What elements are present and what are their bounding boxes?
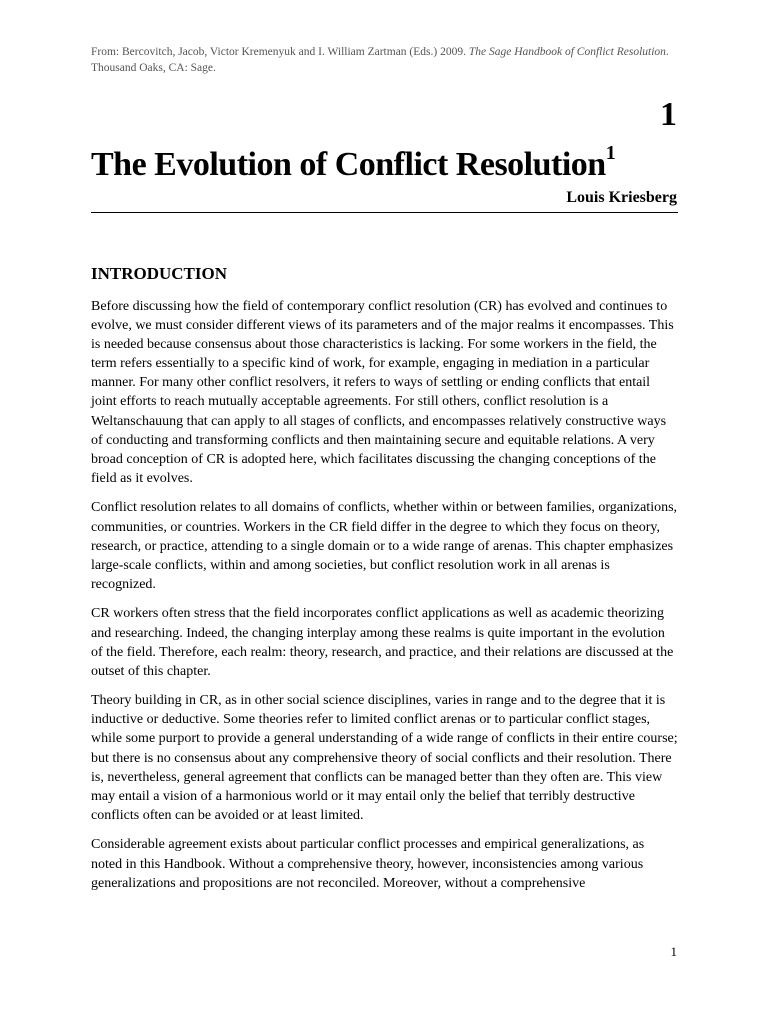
citation-book-title: The Sage Handbook of Conflict Resolution <box>468 46 666 58</box>
title-footnote-marker[interactable]: 1 <box>605 141 616 164</box>
chapter-title-block <box>91 141 616 184</box>
page-number: 1 <box>670 944 677 959</box>
source-citation <box>91 45 691 76</box>
chapter-title: The Evolution of Conflict Resolution <box>91 146 606 183</box>
title-divider <box>91 212 678 213</box>
paragraph: Conflict resolution relates to all domains of conflicts, whether within or between families, organizations, communities, or countries. Workers in the CR field differ in the degree to which they focus on theory, research, or practice, attending to a single domain or to a wide range of arenas. This chapter emphasizes large-scale conflicts, within and among societies, but conflict resolution work in all arenas is recognized. <box>91 500 678 592</box>
section-heading: INTRODUCTION <box>91 264 228 283</box>
paragraph: Before discussing how the field of contemporary conflict resolution (CR) has evolved and continues to evolve, we must consider different views of its parameters and of the major realms it encompasses. This is needed because consensus about those characteristics is lacking. For some workers in the field, the term refers essentially to a specific kind of work, for example, engaging in mediation in a particular manner. For many other conflict resolvers, it refers to ways of settling or ending conflicts that entail joint efforts to reach mutually acceptable agreements. For still others, conflict resolution is a Weltanschauung that can apply to all stages of conflicts, and encompasses relatively constructive ways of conducting and transforming conflicts and then maintaining secure and equitable relations. A very broad conception of CR is adopted here, which facilitates discussing the changing conceptions of the field as it evolves. <box>91 299 674 486</box>
paragraph: CR workers often stress that the field incorporates conflict applications as well as academic theorizing and researching. Indeed, the changing interplay among these realms is quite important in the evolution of the field. Therefore, each realm: theory, research, and practice, and their relations are discussed at the outset of this chapter. <box>91 606 674 679</box>
citation-prefix: From: Bercovitch, Jacob, Victor Kremenyuk and I. William Zartman (Eds.) 2009. <box>91 46 466 58</box>
chapter-number: 1 <box>660 96 677 133</box>
paragraph: Theory building in CR, as in other social science disciplines, varies in range and to the degree that it is inductive or deductive. Some theories refer to limited conflict arenas or to particular conflict stages, while some purport to provide a general understanding of a wide range of conflicts in their entire course; but there is no consensus about any comprehensive theory of social conflicts and their resolution. There is, nevertheless, general agreement that conflicts can be managed better than they often are. This view may entail a vision of a harmonious world or it may entail only the belief that terribly destructive conflicts often can be avoided or at least limited. <box>91 693 678 823</box>
body-text <box>91 297 678 903</box>
paragraph: Considerable agreement exists about particular conflict processes and empirical generalizations, as noted in this Handbook. Without a comprehensive theory, however, inconsistencies among various generalizations and propositions are not reconciled. Moreover, without a comprehensive <box>91 837 645 891</box>
author-name: Louis Kriesberg <box>566 189 677 206</box>
citation-suffix: . Thousand Oaks, CA: Sage. <box>91 46 669 74</box>
